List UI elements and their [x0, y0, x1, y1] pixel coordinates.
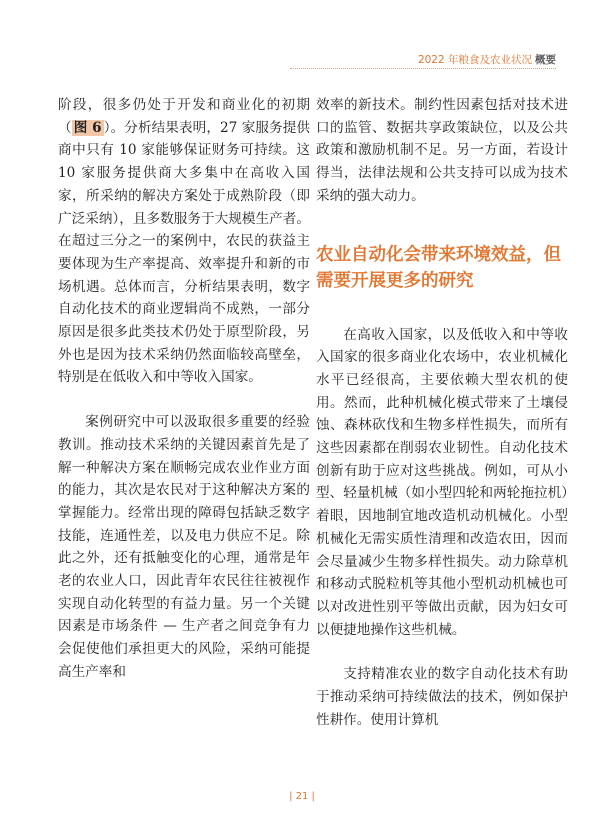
paragraph-text: 阶段，很多仍处于开发和商业化的初期（ — [58, 97, 310, 136]
section-label: 概要 — [535, 54, 556, 66]
figure-reference-link[interactable]: 图 6 — [73, 119, 102, 136]
left-column — [58, 94, 310, 684]
paragraph: 效率的新技术。制约性因素包括对技术进口的监管、数据共享政策缺位，以及公共政策和激励机制不足。另一方面，若设计得当，法律法规和公共支持可以成为技术采纳的强大动力。 — [316, 97, 568, 204]
paragraph — [58, 94, 310, 389]
paragraph: 在高收入国家，以及低收入和中等收入国家的很多商业化农场中，农业机械化水平已经很高，主要依赖大型农机的使用。然而，此种机械化模式带来了土壤侵蚀、森林砍伐和生物多样性损失，而所有这些因素都在削弱农业韧性。自动化技术创新有助于应对这些挑战。例如，可从小型、轻量机械（如小型四轮和两轮拖拉机）着眼，因地制宜地改造机动机械化。小型机械化无需实质性清理和改造农田，因而会尽量减少生物多样性损失。动力除草机和移动式脱粒机等其他小型机动机械也可以对改进性别平等做出贡献，因为妇女可以便捷地操作这些机械。 — [316, 326, 568, 638]
report-title: 2022 年粮食及农业状况 — [417, 54, 532, 66]
right-column — [316, 94, 568, 731]
header-divider — [290, 68, 556, 69]
section-heading: 农业自动化会带来环境效益，但需要开展更多的研究 — [316, 244, 561, 291]
running-header — [418, 52, 556, 67]
paragraph: 支持精准农业的数字自动化技术有助于推动采纳可持续做法的技术，例如保护性耕作。使用计算机 — [316, 666, 568, 728]
paragraph-text: ）。分析结果表明，27 家服务提供商中只有 10 家能够保证财务可持续。这 10 家服务提供商大多集中在高收入国家，所采纳的解决方案处于成熟阶段（即广泛采纳），且多数服务于大规模生产者。在超过三分之一的案例中，农民的获益主要体现为生产率提高、效率提升和新的市场机遇。总体而言，分析结果表明，数字自动化技术的商业逻辑尚不成熟，一部分原因是很多此类技术仍处于原型阶段，另外也是因为技术采纳仍然面临较高壁垒，特别是在低收入和中等收入国家。 — [58, 119, 310, 386]
page-number: | 21 | — [289, 791, 315, 802]
paragraph: 案例研究中可以汲取很多重要的经验教训。推动技术采纳的关键因素首先是了解一种解决方案在顺畅完成农业作业方面的能力，其次是农民对于这种解决方案的掌握能力。经常出现的障碍包括缺乏数字技能，连通性差，以及电力供应不足。除此之外，还有抵触变化的心理，通常是年老的农业人口，因此青年农民往往被视作实现自动化转型的有益力量。另一个关键因素是市场条件 — 生产者之间竞争有力会促使他们承担更大的风险，采纳可能提高生产率和 — [58, 414, 310, 680]
